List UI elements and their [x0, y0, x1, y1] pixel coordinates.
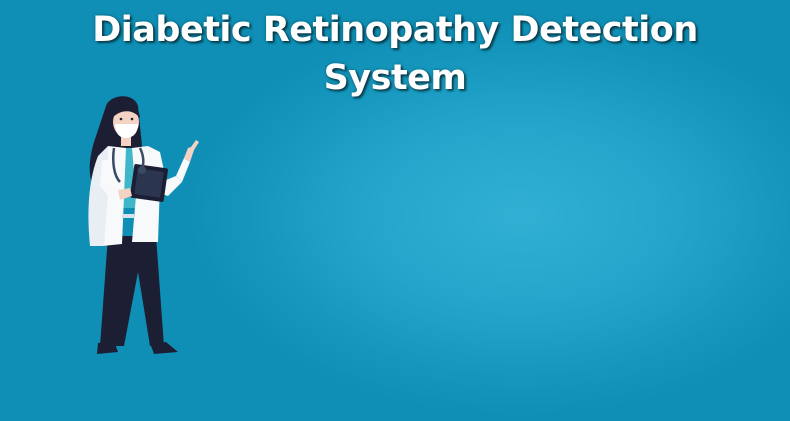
title-line-2: System [323, 58, 467, 98]
title-line-1: Diabetic Retinopathy Detection [92, 10, 698, 50]
page-title [0, 6, 790, 102]
doctor-illustration-icon [78, 96, 208, 362]
